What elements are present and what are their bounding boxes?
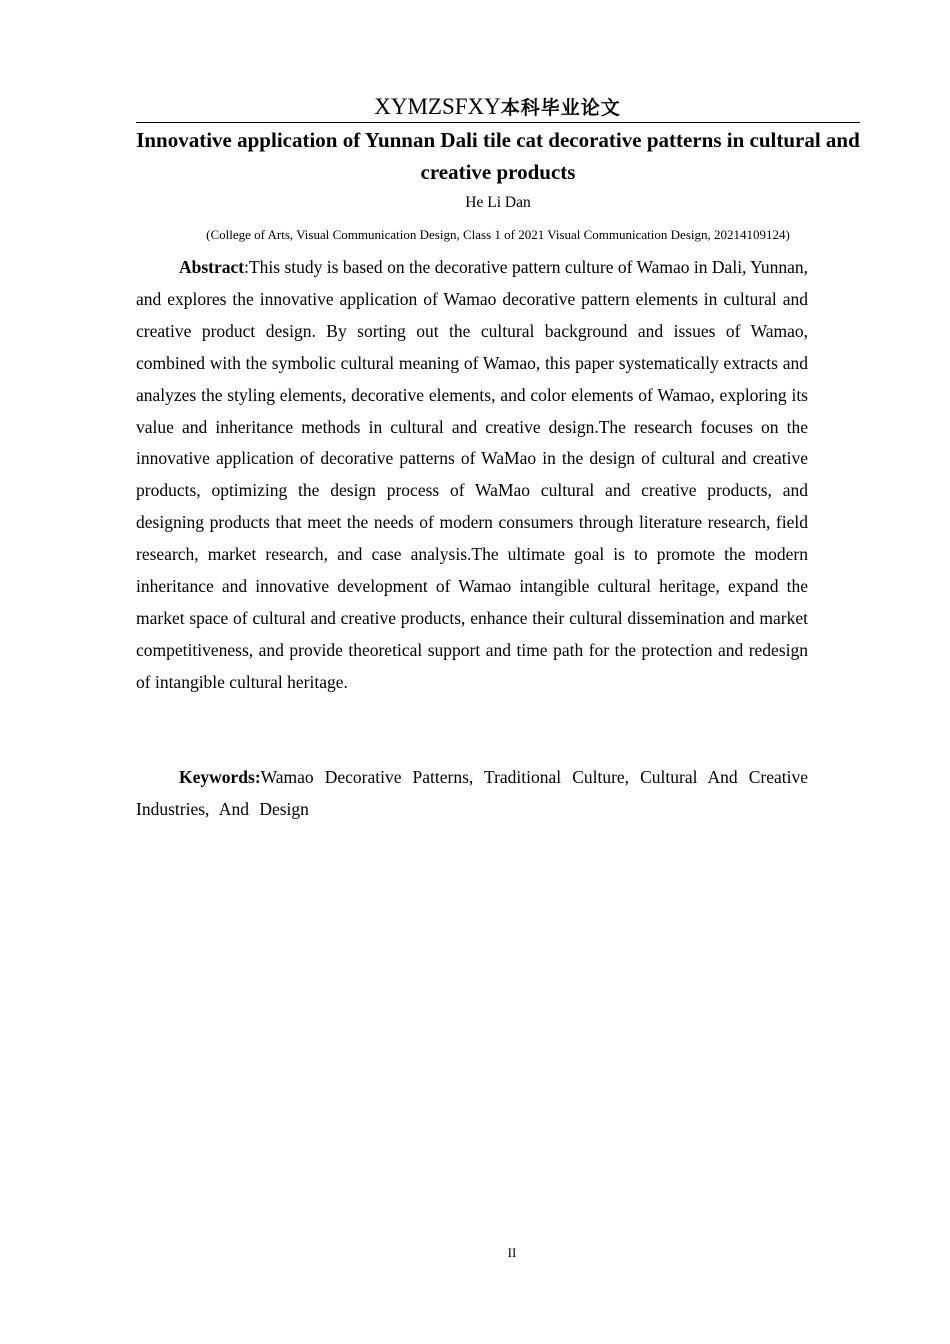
- keywords-text: Wamao Decorative Patterns, Traditional Culture, Cultural And Creative Industries, And Design: [136, 767, 808, 819]
- author-affiliation: (College of Arts, Visual Communication Design, Class 1 of 2021 Visual Communication Design, 20214109124): [206, 227, 790, 242]
- keywords-paragraph: [136, 762, 808, 826]
- paper-title: Innovative application of Yunnan Dali tile cat decorative patterns in cultural and creative products: [136, 128, 860, 184]
- running-header-latin: XYMZSFXY: [374, 94, 501, 119]
- page-number: II: [507, 1245, 517, 1260]
- keywords-label: Keywords:: [179, 767, 261, 787]
- abstract-paragraph: [136, 252, 808, 699]
- running-header: [136, 92, 859, 123]
- abstract-text: :This study is based on the decorative pattern culture of Wamao in Dali, Yunnan, and explores the innovative application of Wamao decorative pattern elements in cultural and creative product design. By sorting out the cultural background and issues of Wamao, combined with the symbolic cultural meaning of Wamao, this paper systematically extracts and analyzes the styling elements, decorative elements, and color elements of Wamao, exploring its value and inheritance methods in cultural and creative design.The research focuses on the innovative application of decorative patterns of WaMao in the design of cultural and creative products, optimizing the design process of WaMao cultural and creative products, and designing products that meet the needs of modern consumers through literature research, field research, market research, and case analysis.The ultimate goal is to promote the modern inheritance and innovative development of Wamao intangible cultural heritage, expand the market space of cultural and creative products, enhance their cultural dissemination and market competitiveness, and provide theoretical support and time path for the protection and redesign of intangible cultural heritage.: [136, 257, 808, 692]
- running-header-chinese: 本科毕业论文: [500, 97, 621, 119]
- author-name: He Li Dan: [465, 194, 531, 211]
- header-rule: [136, 122, 860, 123]
- abstract-label: Abstract: [179, 257, 245, 277]
